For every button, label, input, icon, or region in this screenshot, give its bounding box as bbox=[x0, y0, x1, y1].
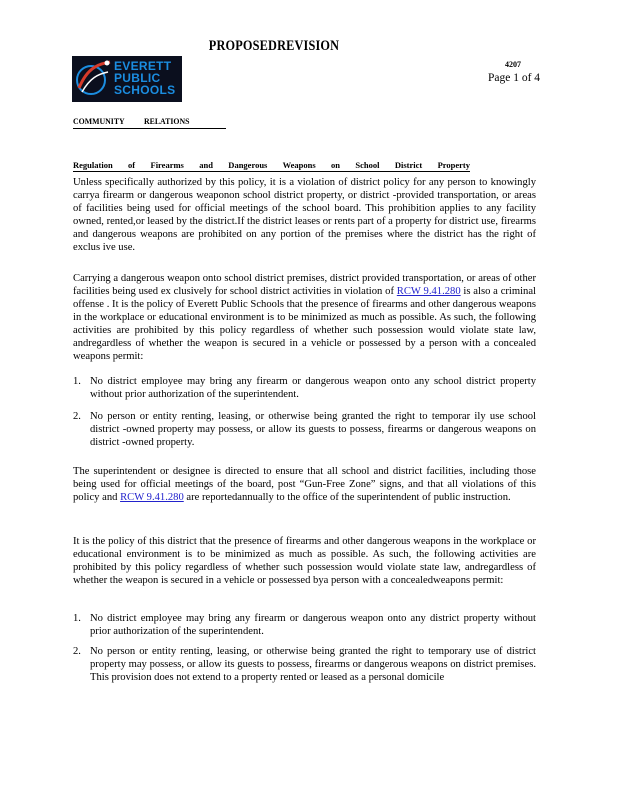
list-item bbox=[73, 612, 536, 638]
policy-number: 4207 bbox=[505, 60, 521, 69]
section-label: COMMUNITY RELATIONS bbox=[73, 116, 190, 126]
paragraph-1: Unless specifically authorized by this policy, it is a violation of district policy for any person to knowingly carrya firearm or dangerous weaponon school district property, or district -provided transportation, or areas of facilities being used for official meetings of the school board. This prohibition applies to any facility owned, rented,or leased by the district.If the district leases or rents part of a property for district use, firearms and dangerous weapons are prohibited on any portion of the premises where the district has the right of exclus ive use. bbox=[73, 177, 536, 253]
paragraph-4: It is the policy of this district that the presence of firearms and other dangerous weapons in the workplace or educational environment is to be minimized as much as possible. As such, the following activities are prohibited by this policy regardless of whether such possession would violate state law, andregardless of whether the weapon is secured in a vehicle or possessed bya person with a concealedweapons permit: bbox=[73, 536, 536, 586]
section-underline bbox=[73, 128, 226, 129]
list-item-text: No person or entity renting, leasing, or otherwise being granted the right to temporar ily use school district -owned property may possess, or allow its guests to possess, firearms or dangerous weapons on district -owned property. bbox=[90, 411, 536, 448]
list-item-text: No district employee may bring any firearm or dangerous weapon onto any district property without prior authorization of the superintendent. bbox=[90, 613, 536, 637]
globe-swoosh-icon bbox=[74, 58, 114, 100]
list-item-number: 1. bbox=[73, 376, 81, 387]
logo-line-public: PUBLIC bbox=[114, 71, 161, 85]
list-item-text: No district employee may bring any firearm or dangerous weapon onto any school district property without prior authorization of the superintendent. bbox=[90, 376, 536, 400]
paragraph-3 bbox=[73, 465, 536, 504]
rcw-link-2[interactable]: RCW 9.41.280 bbox=[120, 492, 184, 503]
list-item bbox=[73, 375, 536, 401]
paragraph-3-text-b: are reportedannually to the office of the superintendent of public instruction. bbox=[183, 492, 511, 503]
logo-text bbox=[114, 60, 175, 96]
list-item-number: 2. bbox=[73, 411, 81, 422]
list-item-number: 2. bbox=[73, 646, 81, 657]
paragraph-2-text-a: Carrying a dangerous weapon onto school district premises, district provided transportation, or areas of other facilities being used ex clusively for school district activities in violation of bbox=[73, 273, 536, 297]
rcw-link-1[interactable]: RCW 9.41.280 bbox=[396, 286, 461, 297]
document-title: PROPOSEDREVISION bbox=[208, 38, 340, 54]
page-indicator: Page 1 of 4 bbox=[488, 72, 541, 84]
list-item-text: No person or entity renting, leasing, or otherwise being granted the right to temporary use of district property may possess, or allow its guests to possess, firearms or dangerous weapons on district premises. This provision does not extend to a property rented or leased as a personal domicile bbox=[90, 646, 536, 683]
list-item bbox=[73, 410, 536, 449]
district-logo bbox=[72, 56, 182, 102]
paragraph-2-text-b: is also a criminal offense . It is the policy of Everett Public Schools that the presence of firearms and other dangerous weapons in the workplace or educational environment is to be minimized as much as possible. As such, the following activities are prohibited by this policy regardless of whether such possession would violate state law, andregardless of whether the weapon is secured in a vehicle or possessed by a person with a concealed weapons permit: bbox=[73, 286, 536, 362]
list-item-number: 1. bbox=[73, 613, 81, 624]
regulation-heading: Regulation of Firearms and Dangerous Weapons on School District Property bbox=[73, 160, 470, 170]
logo-line-schools: SCHOOLS bbox=[114, 83, 176, 97]
paragraph-2 bbox=[73, 272, 536, 363]
list-item bbox=[73, 645, 536, 684]
logo-line-everett: EVERETT bbox=[114, 59, 172, 73]
paragraph-3-text-a: The superintendent or designee is directed to ensure that all school and district facilities, including those being used for official meetings of the board, post “Gun-Free Zone” signs, and that all violations of this policy and bbox=[73, 466, 536, 503]
